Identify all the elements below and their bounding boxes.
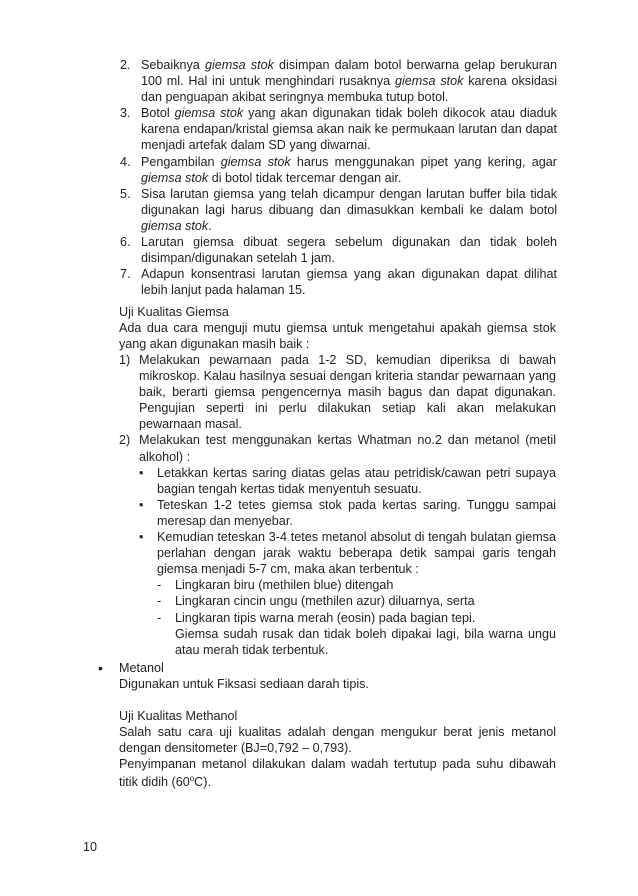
dash-item: [119, 577, 556, 593]
dash-item: [119, 593, 556, 609]
numbered-item: [120, 105, 557, 153]
uji-giemsa-intro: Ada dua cara menguji mutu giemsa untuk mengetahui apakah giemsa stok yang akan digunakan masih baik :: [119, 321, 556, 352]
list-marker: •: [139, 530, 144, 545]
bul-item: [119, 497, 556, 529]
paren-item: [119, 432, 556, 464]
list-item-text: Larutan giemsa dibuat segera sebelum digunakan dan tidak boleh disimpan/digunakan setelah 1 jam.: [141, 235, 557, 266]
list-marker: 7.: [120, 267, 131, 282]
metanol-title: Metanol: [119, 661, 164, 675]
numbered-item: [120, 57, 557, 105]
list-item-text: Giemsa sudah rusak dan tidak boleh dipakai lagi, bila warna ungu atau merah tidak terbentuk.: [175, 626, 556, 657]
numbered-item: [120, 186, 557, 234]
metanol-description: Digunakan untuk Fiksasi sediaan darah tipis.: [119, 677, 369, 691]
list-item-text: Adapun konsentrasi larutan giemsa yang akan digunakan dapat dilihat lebih lanjut pada halaman 15.: [141, 267, 557, 298]
paren-item: [119, 352, 556, 432]
list-item-text: Melakukan pewarnaan pada 1-2 SD, kemudian diperiksa di bawah mikroskop. Kalau hasilnya sesuai dengan kriteria standar pewarnaan yang baik, berarti giemsa pengencernya masih bagus dan dapat digunakan. Pengujian seperti ini perlu dilakukan setiap kali akan melakukan pewarnaan masal.: [139, 353, 556, 432]
list-item-text: Sisa larutan giemsa yang telah dicampur dengan larutan buffer bila tidak digunakan lagi harus dibuang dan dimasukkan kembali ke dalam botol giemsa stok.: [141, 186, 557, 233]
list-item-text: Lingkaran biru (methilen blue) ditengah: [175, 578, 394, 593]
metanol-storage-text: Penyimpanan metanol dilakukan dalam wadah tertutup pada suhu dibawah titik didih (60$^o$C).: [119, 757, 556, 789]
numbered-item: [120, 234, 557, 266]
numbered-item: [120, 154, 557, 186]
list-marker: 5.: [120, 186, 131, 201]
list-item-text: Lingkaran cincin ungu (methilen azur) diluarnya, serta: [175, 594, 475, 609]
bul-item: [119, 529, 556, 577]
list-marker: 2.: [120, 58, 131, 72]
uji-methanol-text: Salah satu cara uji kualitas adalah dengan mengukur berat jenis metanol dengan densitometer (BJ=0,792 – 0,793).: [119, 725, 556, 756]
list-item-text: Teteskan 1-2 tetes giemsa stok pada kertas saring. Tunggu sampai meresap dan menyebar.: [157, 497, 556, 528]
uji-giemsa-list: [119, 352, 556, 658]
list-item-text: Lingkaran tipis warna merah (eosin) pada bagian tepi.: [175, 610, 476, 625]
list-marker: -: [157, 610, 162, 625]
list-item-text: Sebaiknya giemsa stok disimpan dalam botol berwarna gelap berukuran 100 ml. Hal ini untuk menghindari rusaknya giemsa stok karena oksidasi dan penguapan akibat seringnya membuka tutup botol.: [141, 58, 557, 105]
list-item-text: Kemudian teteskan 3-4 tetes metanol absolut di tengah bulatan giemsa perlahan dengan jarak waktu beberapa detik sampai garis tengah giemsa menjadi 5-7 cm, maka akan terbentuk :: [157, 530, 556, 577]
list-item-text: Pengambilan giemsa stok harus menggunakan pipet yang kering, agar giemsa stok di botol tidak tercemar dengan air.: [141, 154, 557, 185]
list-item-text: Botol giemsa stok yang akan digunakan tidak boleh dikocok atau diaduk karena endapan/kristal giemsa akan naik ke permukaan larutan dan dapat menjadi artefak dalam SD yang diwarnai.: [141, 106, 557, 153]
list-marker: 6.: [120, 235, 131, 250]
uji-methanol-heading: Uji Kualitas Methanol: [119, 709, 238, 723]
list-marker: 3.: [120, 106, 131, 121]
page-number: 10: [83, 840, 98, 854]
cont-item: [119, 626, 556, 658]
list-marker: -: [157, 578, 162, 593]
list-marker: 2): [119, 433, 131, 448]
list-item-text: Letakkan kertas saring diatas gelas atau petridisk/cawan petri supaya bagian tengah kertas tidak menyentuh sesuatu.: [157, 465, 556, 496]
uji-giemsa-heading: Uji Kualitas Giemsa: [119, 305, 229, 319]
list-marker: 4.: [120, 154, 131, 169]
metanol-bullet: •: [98, 660, 103, 676]
bul-item: [119, 465, 556, 497]
numbered-item: [120, 266, 557, 298]
degree-superscript: o: [189, 773, 195, 783]
list-marker: -: [157, 594, 162, 609]
list-marker: •: [139, 497, 144, 512]
list-marker: 1): [119, 353, 131, 367]
list-marker: •: [139, 465, 144, 480]
list-item-text: Melakukan test menggunakan kertas Whatman no.2 dan metanol (metil alkohol) :: [139, 433, 556, 464]
numbered-list: [120, 57, 557, 298]
dash-item: [119, 610, 556, 626]
